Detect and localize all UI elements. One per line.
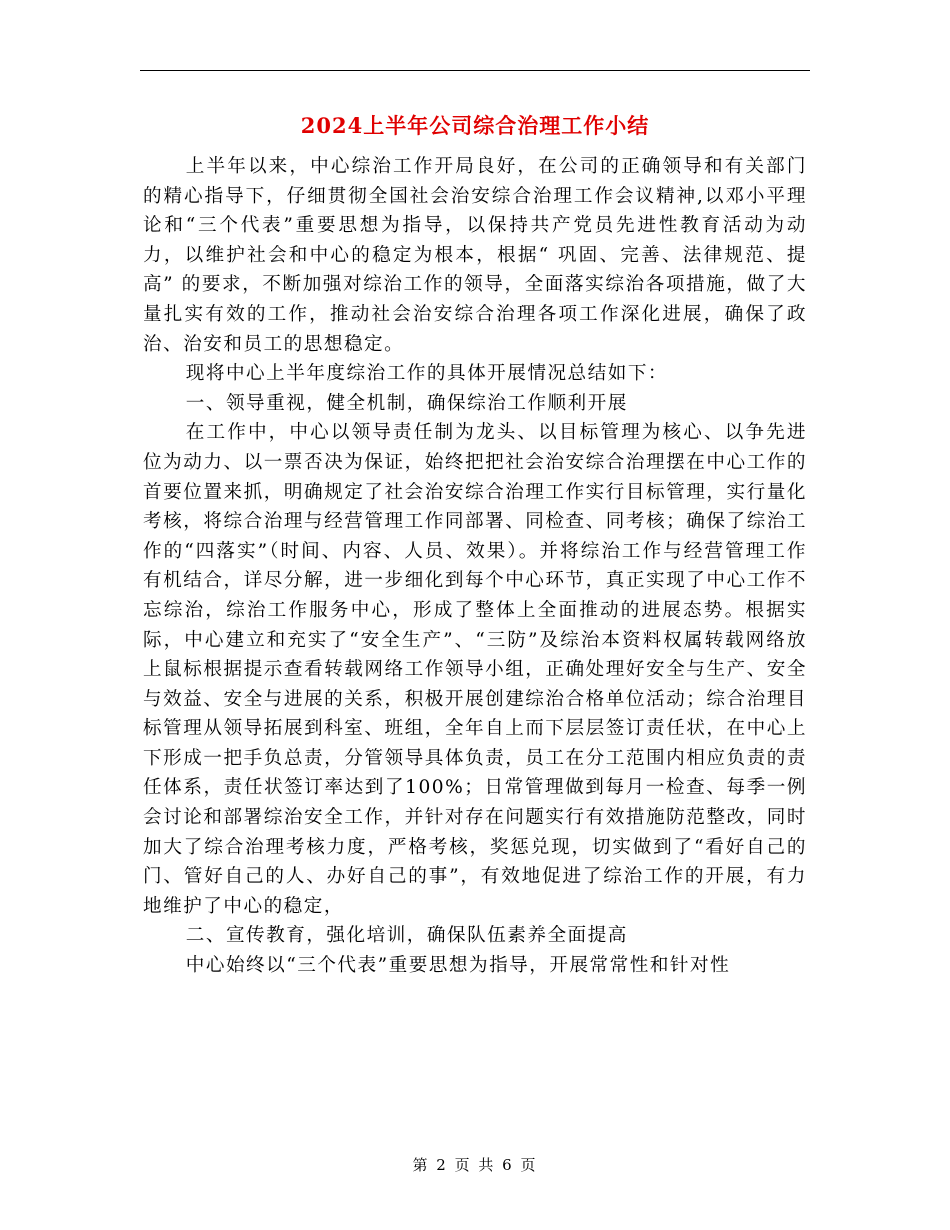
- paragraph-section-1: 在工作中，中心以领导责任制为龙头、以目标管理为核心、以争先进位为动力、以一票否决为保证，始终把把社会治安综合治理摆在中心工作的首要位置来抓，明确规定了社会治安综合治理工作实行目标管理，实行量化考核，将综合治理与经营管理工作同部署、同检查、同考核；确保了综治工作的“四落实”（时间、内容、人员、效果）。并将综治工作与经营管理工作有机结合，详尽分解，进一步细化到每个中心环节，真正实现了中心工作不忘综治，综治工作服务中心，形成了整体上全面推动的进展态势。根据实际，中心建立和充实了“安全生产”、“三防”及综治本资料权属转载网络放上鼠标根据提示查看转载网络工作领导小组，正确处理好安全与生产、安全与效益、安全与进展的关系，积极开展创建综治合格单位活动；综合治理目标管理从领导拓展到科室、班组，全年自上而下层层签订责任状，在中心上下形成一把手负总责，分管领导具体负责，员工在分工范围内相应负责的责任体系，责任状签订率达到了100%；日常管理做到每月一检查、每季一例会讨论和部署综治安全工作，并针对存在问题实行有效措施防范整改，同时加大了综合治理考核力度，严格考核，奖惩兑现，切实做到了“看好自己的门、管好自己的人、办好自己的事”，有效地促进了综治工作的开展，有力地维护了中心的稳定，: [143, 422, 807, 917]
- header-rule: [140, 70, 810, 71]
- section-heading-1: 一、领导重视，健全机制，确保综治工作顺利开展: [185, 392, 628, 414]
- paragraph-summary-lead: 现将中心上半年度综治工作的具体开展情况总结如下：: [185, 363, 669, 385]
- document-body: [143, 152, 807, 981]
- document-title: 2024上半年公司综合治理工作小结: [300, 113, 650, 138]
- section-heading-2: 二、宣传教育，强化培训，确保队伍素养全面提高: [185, 925, 628, 947]
- paragraph-section-2: 中心始终以“三个代表”重要思想为指导，开展常常性和针对性: [185, 955, 731, 977]
- page-number: 第 2 页 共 6 页: [412, 1156, 538, 1174]
- paragraph-intro: 上半年以来，中心综治工作开局良好，在公司的正确领导和有关部门的精心指导下，仔细贯彻全国社会治安综合治理工作会议精神,以邓小平理论和“三个代表”重要思想为指导，以保持共产党员先进性教育活动为动力，以维护社会和中心的稳定为根本，根据“ 巩固、完善、法律规范、提高” 的要求，不断加强对综治工作的领导，全面落实综治各项措施，做了大量扎实有效的工作，推动社会治安综合治理各项工作深化进展，确保了政治、治安和员工的思想稳定。: [143, 156, 807, 355]
